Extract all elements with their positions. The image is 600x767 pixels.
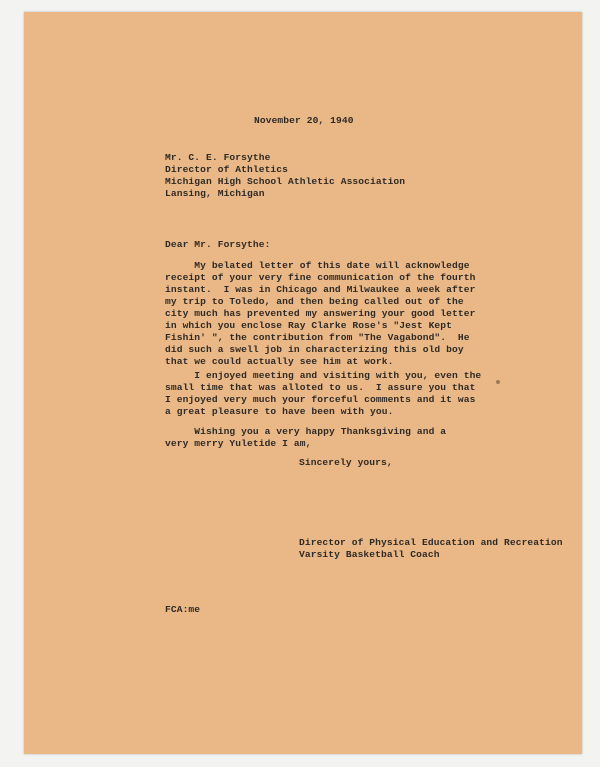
paragraph2-line: I enjoyed meeting and visiting with you, even the xyxy=(165,370,482,381)
address-line-name: Mr. C. E. Forsythe xyxy=(165,152,271,163)
paragraph2-line: small time that was alloted to us. I assure you that xyxy=(165,382,476,393)
paragraph1-line: receipt of your very fine communication of the fourth xyxy=(165,272,476,283)
paragraph2-line: I enjoyed very much your forceful comments and it was xyxy=(165,394,476,405)
letter-date: November 20, 1940 xyxy=(254,115,354,126)
paper-spot xyxy=(496,380,500,384)
closing: Sincerely yours, xyxy=(299,457,393,468)
address-line-city: Lansing, Michigan xyxy=(165,188,265,199)
letter-page xyxy=(24,12,582,754)
salutation: Dear Mr. Forsythe: xyxy=(165,239,271,250)
paragraph1-line: did such a swell job in characterizing this old boy xyxy=(165,344,464,355)
paragraph2-line: a great pleasure to have been with you. xyxy=(165,406,394,417)
paragraph1-line: that we could actually see him at work. xyxy=(165,356,394,367)
signature-title: Director of Physical Education and Recreation xyxy=(299,537,563,548)
address-line-organization: Michigan High School Athletic Association xyxy=(165,176,406,187)
paragraph1-line: My belated letter of this date will acknowledge xyxy=(165,260,470,271)
paragraph1-line: my trip to Toledo, and then being called out of the xyxy=(165,296,464,307)
address-line-title: Director of Athletics xyxy=(165,164,289,175)
paragraph1-line: Fishin' ", the contribution from "The Vagabond". He xyxy=(165,332,470,343)
typist-initials: FCA:me xyxy=(165,604,201,615)
signature-subtitle: Varsity Basketball Coach xyxy=(299,549,440,560)
paragraph1-line: in which you enclose Ray Clarke Rose's "Jest Kept xyxy=(165,320,453,331)
paragraph3-line: very merry Yuletide I am, xyxy=(165,438,312,449)
paragraph1-line: city much has prevented my answering your good letter xyxy=(165,308,476,319)
paragraph3-line: Wishing you a very happy Thanksgiving and a xyxy=(165,426,447,437)
paragraph1-line: instant. I was in Chicago and Milwaukee a week after xyxy=(165,284,476,295)
